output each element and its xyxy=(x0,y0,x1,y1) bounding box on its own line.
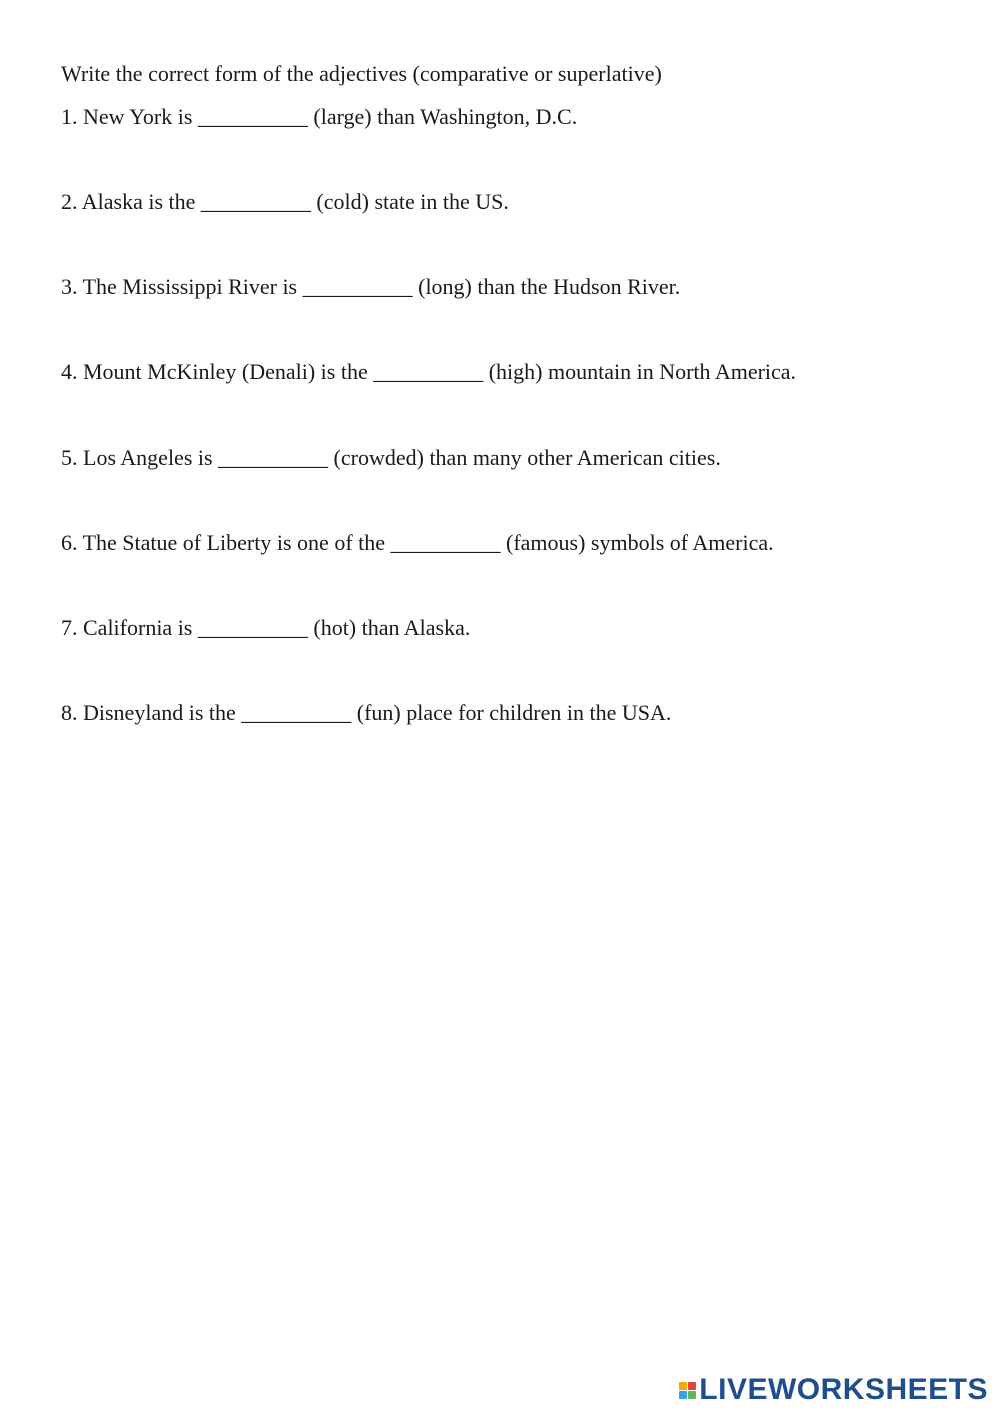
question-7: 7. California is __________ (hot) than Alaska. xyxy=(61,615,471,640)
logo-square-4 xyxy=(688,1391,696,1399)
logo-square-1 xyxy=(679,1382,687,1390)
question-3: 3. The Mississippi River is __________ (long) than the Hudson River. xyxy=(61,274,681,299)
logo-square-2 xyxy=(688,1382,696,1390)
question-8: 8. Disneyland is the __________ (fun) place for children in the USA. xyxy=(61,700,672,725)
question-2: 2. Alaska is the __________ (cold) state in the US. xyxy=(61,189,509,214)
logo-square-3 xyxy=(679,1391,687,1399)
instruction-text: Write the correct form of the adjectives (comparative or superlative) xyxy=(61,61,662,86)
question-5: 5. Los Angeles is __________ (crowded) than many other American cities. xyxy=(61,445,721,470)
question-4: 4. Mount McKinley (Denali) is the __________ (high) mountain in North America. xyxy=(61,359,797,384)
question-6: 6. The Statue of Liberty is one of the __________ (famous) symbols of America. xyxy=(61,530,774,555)
logo-text: LIVEWORKSHEETS xyxy=(699,1373,988,1406)
liveworksheets-logo xyxy=(679,1372,988,1408)
liveworksheets-logo-icon xyxy=(679,1382,696,1399)
question-1: 1. New York is __________ (large) than Washington, D.C. xyxy=(61,104,578,129)
